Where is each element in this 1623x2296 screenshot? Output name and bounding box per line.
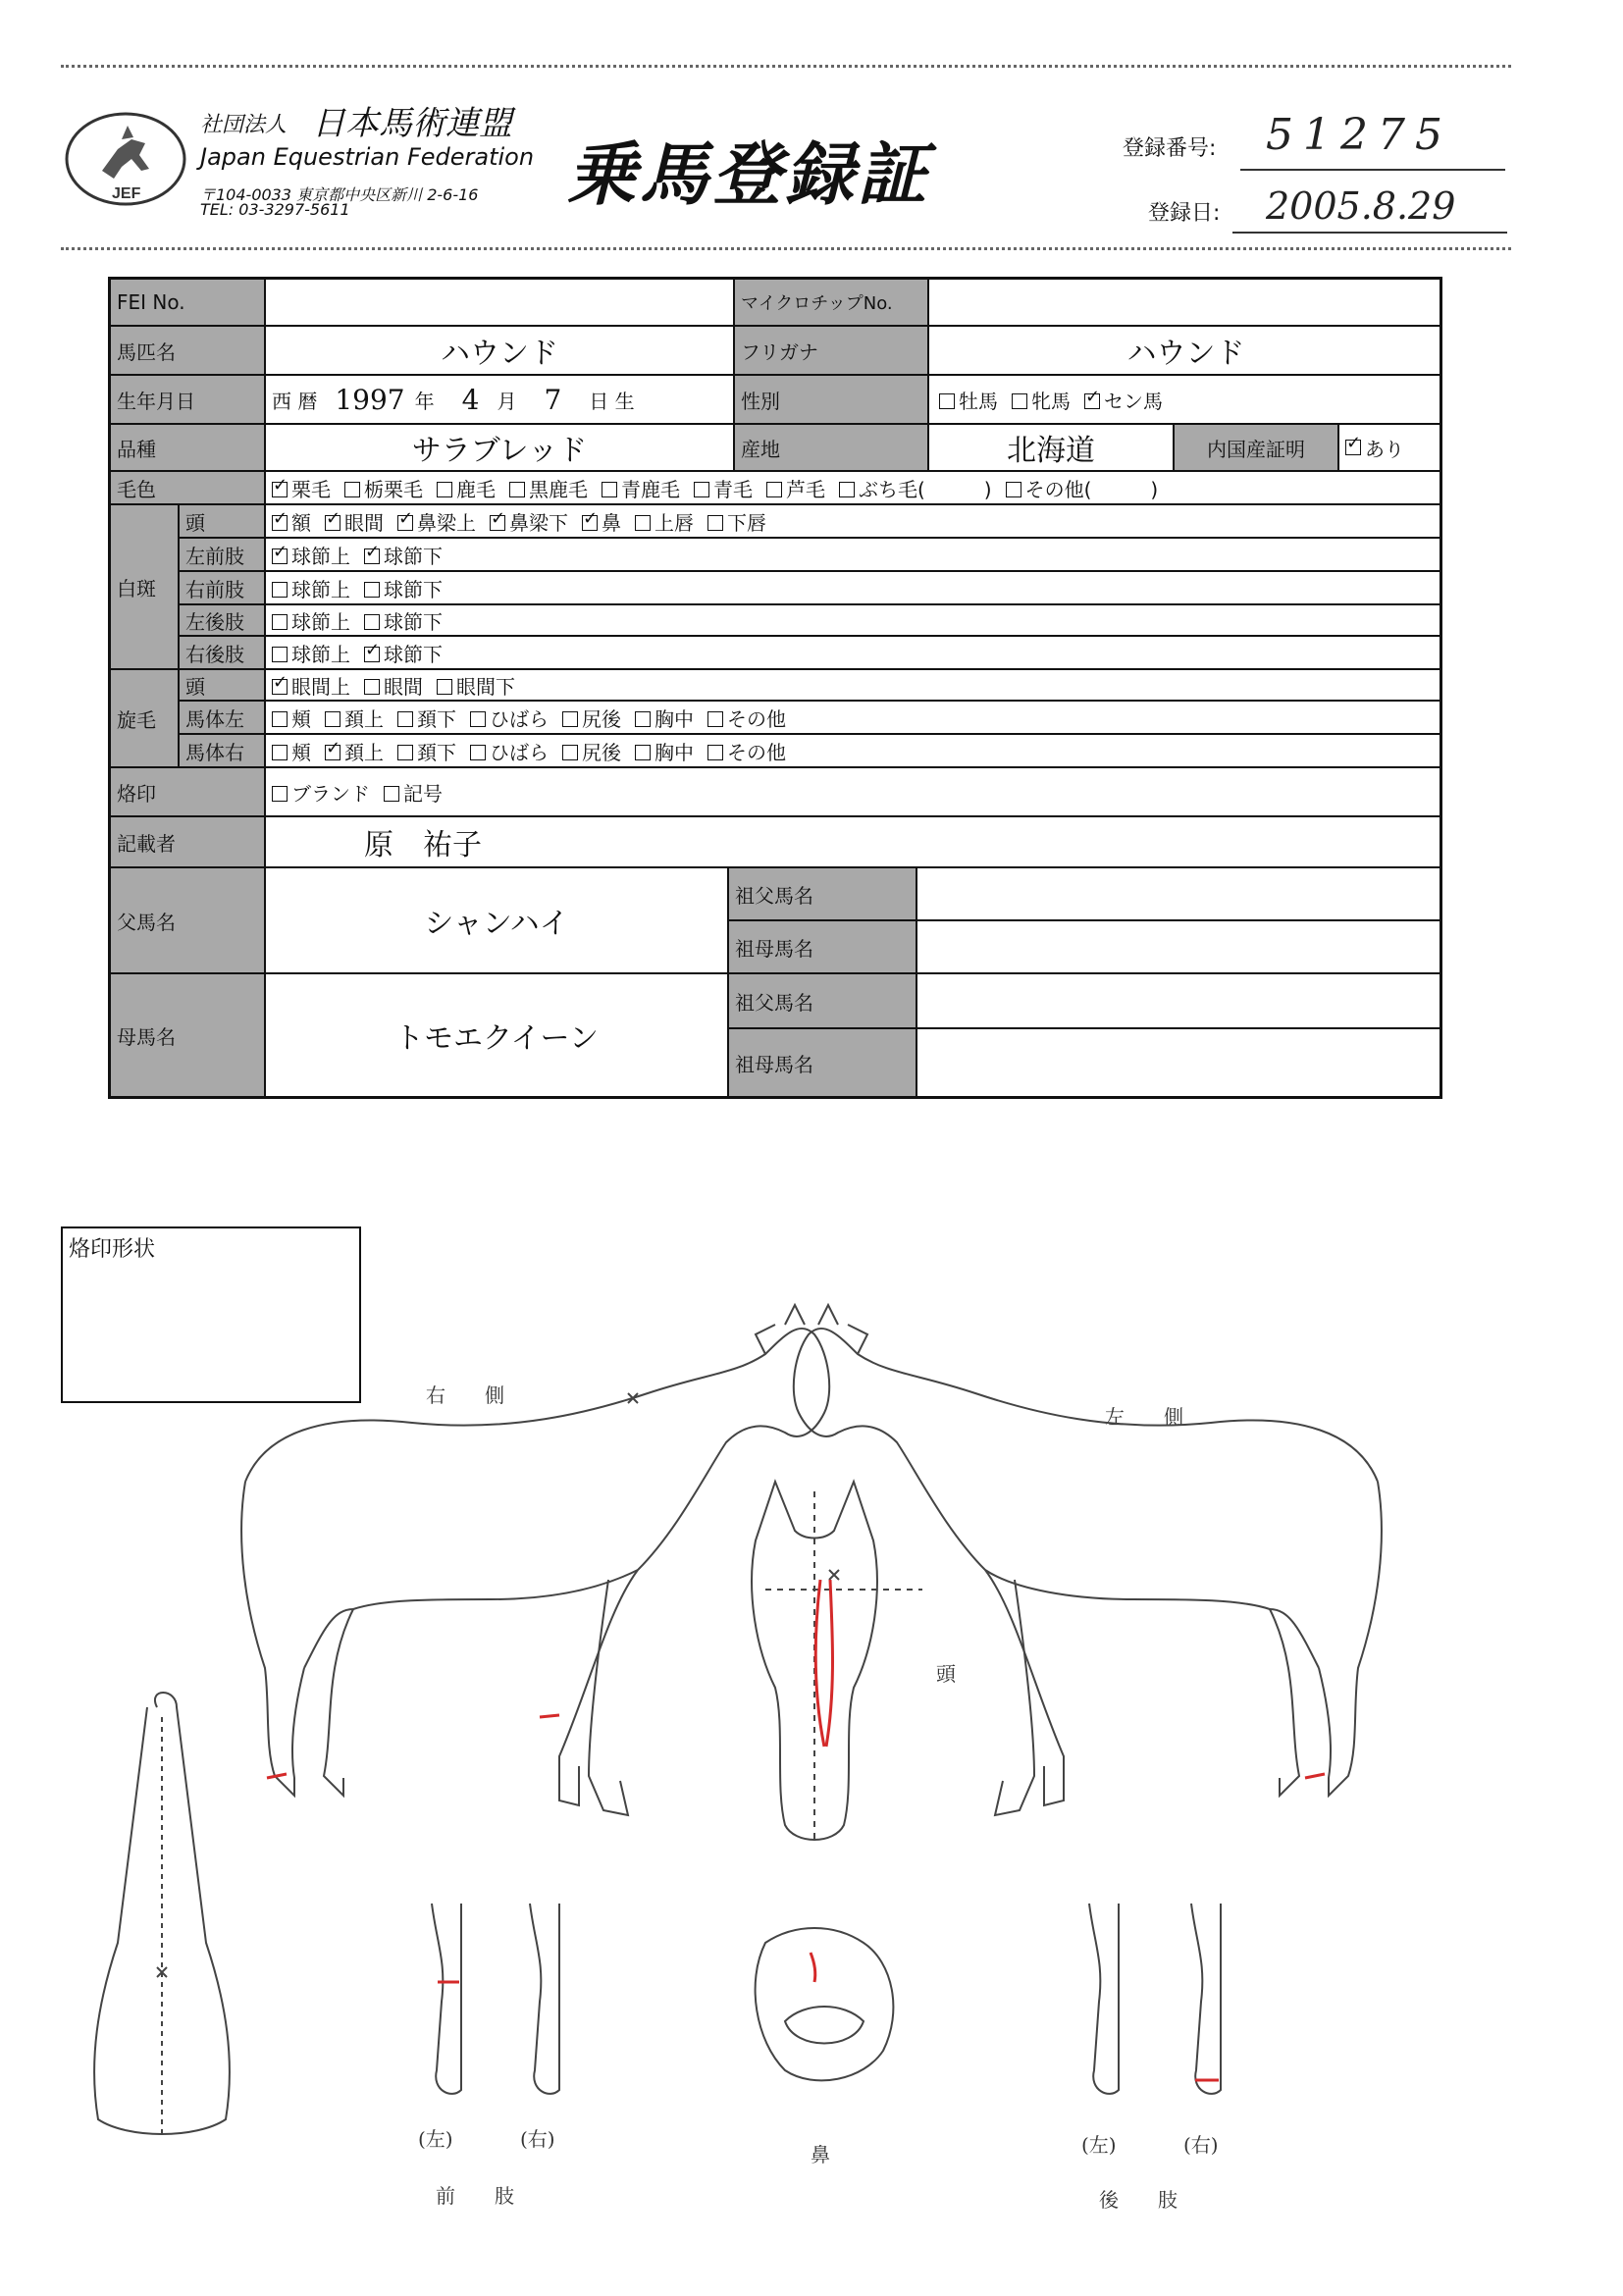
breed-value: サラブレッド <box>266 425 735 472</box>
checkbox-option-label: 球節下 <box>384 577 443 601</box>
reg-date-label: 登録日: <box>1148 201 1221 226</box>
checkbox-option-label: 球節上 <box>291 642 350 666</box>
org-tel: TEL: 03-3297-5611 <box>200 200 350 219</box>
checkbox-option-label: 青毛 <box>713 477 753 501</box>
marks-part-head: 頭 <box>180 505 266 539</box>
sire-granddam-label: 祖母馬名 <box>729 921 917 974</box>
checkbox-option-label: 頚上 <box>344 740 384 764</box>
fore-label: 前 肢 <box>436 2184 514 2208</box>
org-name-en: Japan Equestrian Federation <box>200 143 535 171</box>
red-mark-nose <box>811 1953 815 1982</box>
checkbox-option-label: 尻後 <box>582 706 621 731</box>
checkbox-option-label: 牝馬 <box>1031 389 1071 413</box>
red-mark-hind-pastern-left-side <box>1305 1774 1325 1778</box>
checkbox-option-label: 青鹿毛 <box>621 477 680 501</box>
hind-legs-drawing <box>1089 1904 1221 2094</box>
sex-label: 性別 <box>735 376 929 425</box>
dob-label: 生年月日 <box>111 376 266 425</box>
color-label: 毛色 <box>111 472 266 505</box>
checkbox-option-label: 眼間 <box>344 510 384 535</box>
domestic-label: 内国産証明 <box>1175 425 1339 472</box>
checkbox-option-label: ブランド <box>291 781 370 806</box>
checkbox-option-label: 眼間下 <box>456 674 515 699</box>
dob-month-unit: 月 <box>497 389 517 413</box>
sire-label: 父馬名 <box>111 868 266 974</box>
checkbox-option-label: 胸中 <box>654 706 694 731</box>
checkbox-option-label: ひばら <box>490 740 549 764</box>
checkbox-option-label: 鼻梁上 <box>417 510 476 535</box>
dob-year-unit: 年 <box>414 389 435 413</box>
checkbox-option-label: 頚上 <box>344 706 384 731</box>
head-label: 頭 <box>936 1662 956 1686</box>
sire-grandsire-label: 祖父馬名 <box>729 868 917 921</box>
dam-granddam-label: 祖母馬名 <box>729 1029 917 1096</box>
breed-label: 品種 <box>111 425 266 472</box>
document-title: 乗馬登録証 <box>567 134 930 215</box>
checkbox-option-label: セン馬 <box>1104 389 1163 413</box>
checkbox-option-label: 記号 <box>403 781 443 806</box>
dob-day: 7 <box>544 383 562 416</box>
fore-legs-drawing <box>432 1904 559 2094</box>
dam-grandsire-label: 祖父馬名 <box>729 974 917 1029</box>
checkbox-option-label: 上唇 <box>654 510 694 535</box>
dob-day-unit: 日 生 <box>589 389 635 413</box>
kana-label: フリガナ <box>735 327 929 376</box>
front-head-drawing <box>752 1482 922 1845</box>
hind-label: 後 肢 <box>1099 2188 1178 2212</box>
checkbox-option-label: 頬 <box>291 740 311 764</box>
checkbox-option-label: 芦毛 <box>786 477 825 501</box>
kana-value: ハウンド <box>929 327 1442 376</box>
dob-month: 4 <box>461 383 480 416</box>
brand-label: 烙印 <box>111 768 266 817</box>
checkbox-option-label: 鹿毛 <box>456 477 496 501</box>
microchip-label: マイクロチップNo. <box>735 280 929 327</box>
checkbox-option-label: 眼間 <box>384 674 423 699</box>
checkbox-option-label: 栃栗毛 <box>364 477 423 501</box>
checkbox-option-label: その他 <box>727 740 786 764</box>
red-mark-face-blaze <box>815 1580 832 1747</box>
checkbox-option-label: ぶち毛( ) <box>859 477 992 501</box>
origin-label: 産地 <box>735 425 929 472</box>
hind-left-paren: (左) <box>1081 2133 1117 2157</box>
checkbox-option-label: 球節下 <box>384 544 443 568</box>
fore-right-paren: (右) <box>520 2127 555 2151</box>
origin-value: 北海道 <box>929 425 1175 472</box>
red-mark-fore-pastern-right-side <box>540 1715 559 1717</box>
marks-part-rh: 右後肢 <box>180 637 266 670</box>
org-prefix: 社団法人 <box>200 113 288 137</box>
dam-label: 母馬名 <box>111 974 266 1096</box>
checkbox-option-label: 額 <box>291 510 311 535</box>
dam-value: トモエクイーン <box>266 974 729 1096</box>
checkbox-option-label: 栗毛 <box>291 477 331 501</box>
whorl-part-right: 馬体右 <box>180 735 266 768</box>
checkbox-option-label: 頚下 <box>417 706 456 731</box>
hind-right-paren: (右) <box>1183 2133 1219 2157</box>
checkbox-option-label: その他 <box>727 706 786 731</box>
marks-part-lh: 左後肢 <box>180 605 266 637</box>
checkbox-option-label: 眼間上 <box>291 674 350 699</box>
marks-part-rf: 右前肢 <box>180 572 266 605</box>
checkbox-option-label: 球節下 <box>384 609 443 634</box>
checkbox-option-label: 球節上 <box>291 577 350 601</box>
left-side-horse-drawing <box>794 1305 1382 1815</box>
marks-part-lf: 左前肢 <box>180 539 266 572</box>
brand-shape-label: 烙印形状 <box>69 1237 156 1262</box>
checkbox-option-label: 球節上 <box>291 609 350 634</box>
whorl-label: 旋毛 <box>111 670 180 768</box>
checkbox-option-label: 下唇 <box>727 510 766 535</box>
org-name-jp: 日本馬術連盟 <box>312 104 512 143</box>
top-view-drawing <box>94 1693 230 2139</box>
checkbox-option-label: 胸中 <box>654 740 694 764</box>
logo-text: JEF <box>112 185 141 202</box>
checkbox-option-label: 頚下 <box>417 740 456 764</box>
left-side-label: 左 側 <box>1105 1405 1183 1429</box>
dob-era: 西 暦 <box>272 389 318 413</box>
dob-year: 1997 <box>335 383 405 416</box>
right-side-horse-drawing <box>241 1305 829 1815</box>
marks-label: 白斑 <box>111 505 180 670</box>
checkbox-option-label: 球節下 <box>384 642 443 666</box>
nose-drawing <box>756 1928 894 2080</box>
nose-label: 鼻 <box>811 2143 830 2166</box>
org-address: 〒104-0033 東京都中央区新川 2-6-16 <box>200 185 479 204</box>
checkbox-option-label: ひばら <box>490 706 549 731</box>
checkbox-option-label: 鼻 <box>602 510 621 535</box>
right-side-label: 右 側 <box>426 1383 504 1407</box>
whorl-part-head: 頭 <box>180 670 266 702</box>
fei-label: FEI No. <box>111 280 266 327</box>
reg-no-value: 51275 <box>1266 110 1452 160</box>
domestic-value-text: あり <box>1365 437 1404 461</box>
reg-no-label: 登録番号: <box>1123 136 1217 161</box>
sire-value: シャンハイ <box>266 868 729 974</box>
recorder-label: 記載者 <box>111 817 266 868</box>
checkbox-option-label: 尻後 <box>582 740 621 764</box>
whorl-part-left: 馬体左 <box>180 702 266 735</box>
checkbox-option-label: その他( ) <box>1024 477 1159 501</box>
checkbox-option-label: 黒鹿毛 <box>529 477 588 501</box>
checkbox-option-label: 球節上 <box>291 544 350 568</box>
checkbox-option-label: 頬 <box>291 706 311 731</box>
red-mark-hind-pastern-right-side <box>267 1774 287 1778</box>
checkbox-option-label: 牡馬 <box>959 389 998 413</box>
checkbox-option-label: 鼻梁下 <box>509 510 568 535</box>
horse-name-value: ハウンド <box>266 327 735 376</box>
reg-date-value: 2005.8.29 <box>1266 184 1456 228</box>
name-label: 馬匹名 <box>111 327 266 376</box>
recorder-value: 原 祐子 <box>266 817 1442 868</box>
fore-left-paren: (左) <box>418 2127 453 2151</box>
